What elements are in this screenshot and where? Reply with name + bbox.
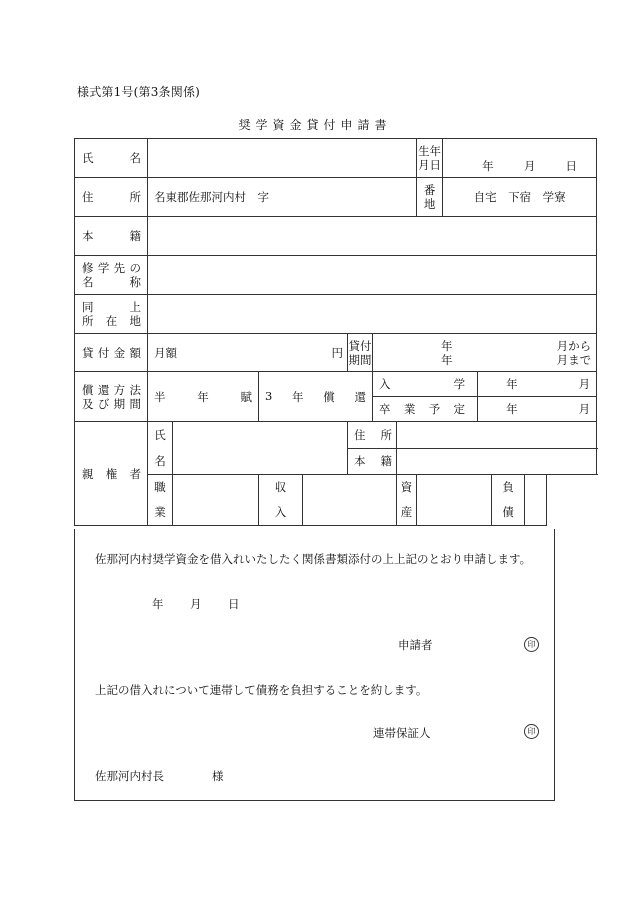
school-field[interactable] xyxy=(148,256,597,295)
guarantee-statement: 上記の借入れについて連帯して債務を負担することを約します。 xyxy=(95,683,428,697)
graduation-field[interactable]: 年 月 xyxy=(478,397,597,422)
address-label: 住 所 xyxy=(82,190,141,204)
enroll-label: 入 学 xyxy=(373,372,478,397)
applicant-label: 申請者 xyxy=(398,638,433,652)
date-day-label: 日 xyxy=(228,597,240,611)
guardian-label: 親 権 者 xyxy=(75,422,148,526)
dob-label: 生年 月日 xyxy=(417,139,443,178)
declaration-section xyxy=(74,529,555,801)
guardian-debts-field[interactable] xyxy=(525,475,547,526)
date-year-label: 年 xyxy=(152,597,164,611)
guardian-income-label: 収 入 xyxy=(259,475,303,526)
honorific: 様 xyxy=(212,769,224,783)
date-month-label: 月 xyxy=(190,597,202,611)
guardian-job-label: 職 業 xyxy=(148,475,173,526)
graduation-label: 卒 業 予 定 xyxy=(373,397,478,422)
guardian-address-label: 住 所 xyxy=(348,422,397,449)
guardian-name-field[interactable] xyxy=(173,422,348,475)
school-label: 修 学 先 の 名 称 xyxy=(75,256,148,295)
loan-amount-label: 貸 付 金 額 xyxy=(82,345,141,360)
guardian-assets-field[interactable] xyxy=(417,475,492,526)
guarantor-label: 連帯保証人 xyxy=(373,726,431,740)
applicant-seal-icon: 印 xyxy=(524,637,539,652)
name-label: 氏 名 xyxy=(82,151,141,165)
loan-amount-field[interactable]: 月額 円 xyxy=(148,334,348,372)
guardian-income-field[interactable] xyxy=(303,475,397,526)
guardian-job-field[interactable] xyxy=(173,475,259,526)
guardian-assets-label: 資 産 xyxy=(397,475,417,526)
application-statement: 佐那河内村奨学資金を借入れいたしたく関係書類添付の上上記のとおり申請します。 xyxy=(95,552,532,566)
addressee: 佐那河内村長 xyxy=(95,769,164,783)
address-field[interactable]: 名東郡佐那河内村 字 xyxy=(148,178,417,217)
loan-period-field[interactable]: 年 月から 年 月まで xyxy=(373,334,597,372)
form-title: 奨学資金貸付申請書 xyxy=(238,118,392,132)
application-table xyxy=(74,138,597,526)
residence-options[interactable]: 自宅 下宿 学寮 xyxy=(443,178,597,217)
guardian-honseki-label: 本 籍 xyxy=(348,448,397,475)
enroll-field[interactable]: 年 月 xyxy=(478,372,597,397)
banchi-label: 番 地 xyxy=(417,178,443,217)
honseki-field[interactable] xyxy=(148,217,597,256)
guardian-debts-label: 負 債 xyxy=(492,475,525,526)
guardian-name-label: 氏 名 xyxy=(148,422,173,475)
repay-years[interactable]: 3 年 償 還 xyxy=(259,372,373,422)
guarantor-seal-icon: 印 xyxy=(524,724,539,739)
loan-period-label: 貸付 期間 xyxy=(348,334,373,372)
guardian-address-field[interactable] xyxy=(397,422,597,449)
repayment-label: 償 還 方 法 及 び 期 間 xyxy=(75,372,148,422)
school-location-label: 同 上 所 在 地 xyxy=(75,295,148,334)
school-location-field[interactable] xyxy=(148,295,597,334)
name-field[interactable] xyxy=(148,139,417,178)
dob-field[interactable]: 年 月 日 xyxy=(443,139,597,178)
form-number: 様式第1号(第3条関係) xyxy=(77,85,201,99)
honseki-label: 本 籍 xyxy=(82,229,141,243)
repay-semiannual[interactable]: 半 年 賦 xyxy=(148,372,259,422)
guardian-honseki-field[interactable] xyxy=(397,448,597,475)
